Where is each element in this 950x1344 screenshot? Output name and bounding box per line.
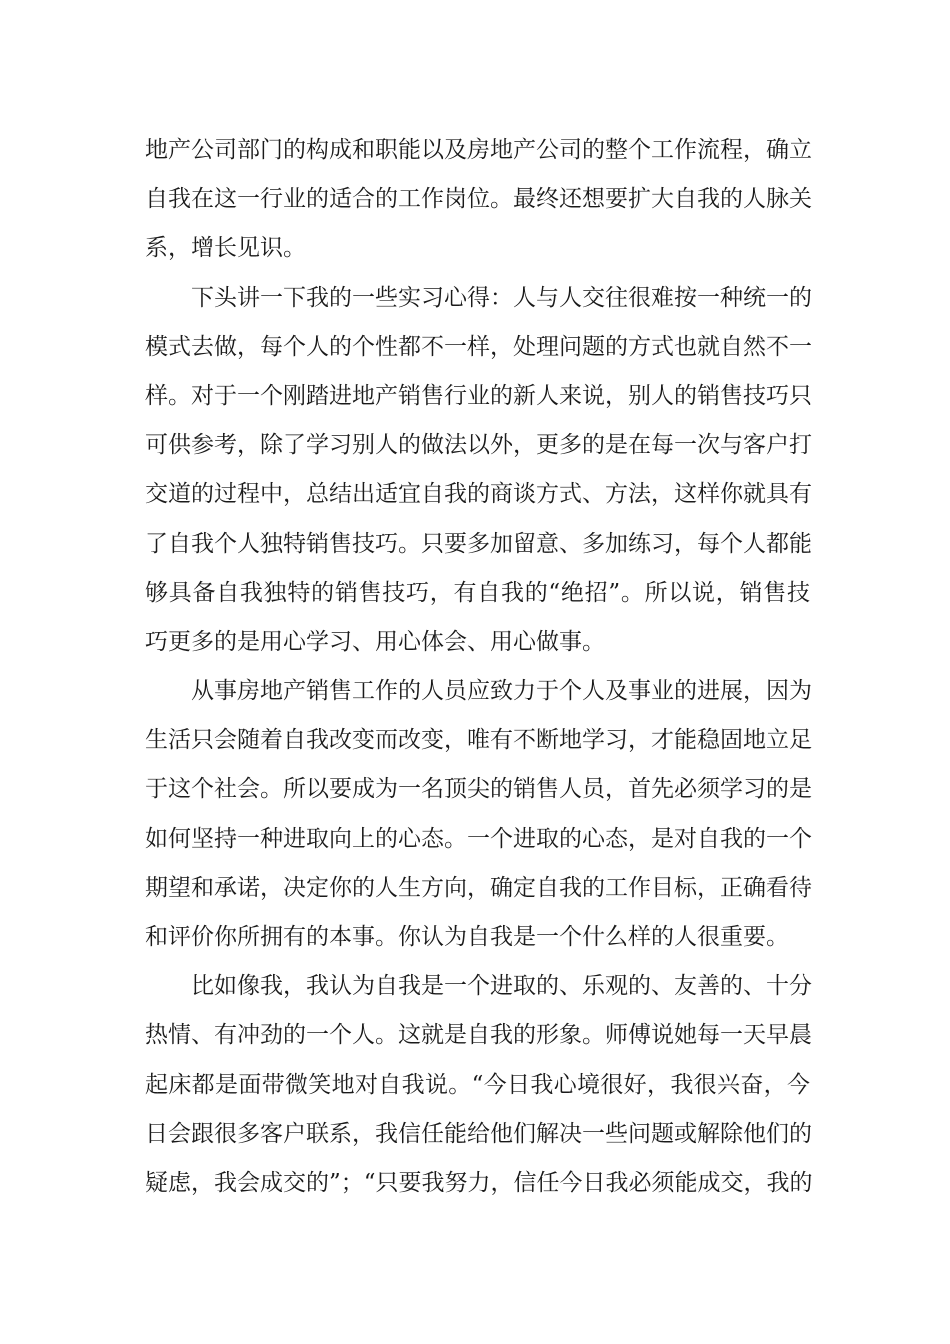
text-line: 比如像我，我认为自我是一个进取的、乐观的、友善的、十分 <box>191 973 812 1000</box>
text-line: 巧更多的是用心学习、用心体会、用心做事。 <box>145 628 605 655</box>
text-line: 如何坚持一种进取向上的心态。一个进取的心态，是对自我的一个 <box>145 825 812 852</box>
text-line: 从事房地产销售工作的人员应致力于个人及事业的进展，因为 <box>191 678 812 705</box>
paragraph-2 <box>145 274 810 668</box>
text-line: 于这个社会。所以要成为一名顶尖的销售人员，首先必须学习的是 <box>145 776 812 803</box>
paragraph-1 <box>145 126 810 274</box>
text-line: 疑虑，我会成交的”；“只要我努力，信任今日我必须能成交，我的 <box>145 1169 813 1196</box>
text-line: 生活只会随着自我改变而改变，唯有不断地学习，才能稳固地立足 <box>145 727 812 754</box>
text-line: 日会跟很多客户联系，我信任能给他们解决一些问题或解除他们的 <box>145 1120 812 1147</box>
text-line: 期望和承诺，决定你的人生方向，确定自我的工作目标，正确看待 <box>145 874 812 901</box>
text-line: 起床都是面带微笑地对自我说。“今日我心境很好，我很兴奋，今 <box>145 1071 810 1098</box>
text-line: 和评价你所拥有的本事。你认为自我是一个什么样的人很重要。 <box>145 924 789 950</box>
text-line: 可供参考，除了学习别人的做法以外，更多的是在每一次与客户打 <box>145 432 812 459</box>
text-line: 自我在这一行业的适合的工作岗位。最终还想要扩大自我的人脉关 <box>145 186 812 213</box>
text-line: 样。对于一个刚踏进地产销售行业的新人来说，别人的销售技巧只 <box>145 382 812 409</box>
text-line: 够具备自我独特的销售技巧，有自我的“绝招”。所以说，销售技 <box>145 579 810 606</box>
text-line: 交道的过程中，总结出适宜自我的商谈方式、方法，这样你就具有 <box>145 481 812 508</box>
text-line: 热情、有冲劲的一个人。这就是自我的形象。师傅说她每一天早晨 <box>145 1022 812 1049</box>
text-line: 下头讲一下我的一些实习心得：人与人交往很难按一种统一的 <box>191 284 812 311</box>
body-text <box>145 126 813 1208</box>
text-line: 地产公司部门的构成和职能以及房地产公司的整个工作流程，确立 <box>145 137 812 163</box>
text-line: 模式去做，每个人的个性都不一样，处理问题的方式也就自然不一 <box>145 333 812 360</box>
text-line: 了自我个人独特销售技巧。只要多加留意、多加练习，每个人都能 <box>145 530 812 557</box>
paragraph-4 <box>145 962 813 1208</box>
text-line: 系，增长见识。 <box>145 235 306 262</box>
paragraph-3 <box>145 667 810 962</box>
